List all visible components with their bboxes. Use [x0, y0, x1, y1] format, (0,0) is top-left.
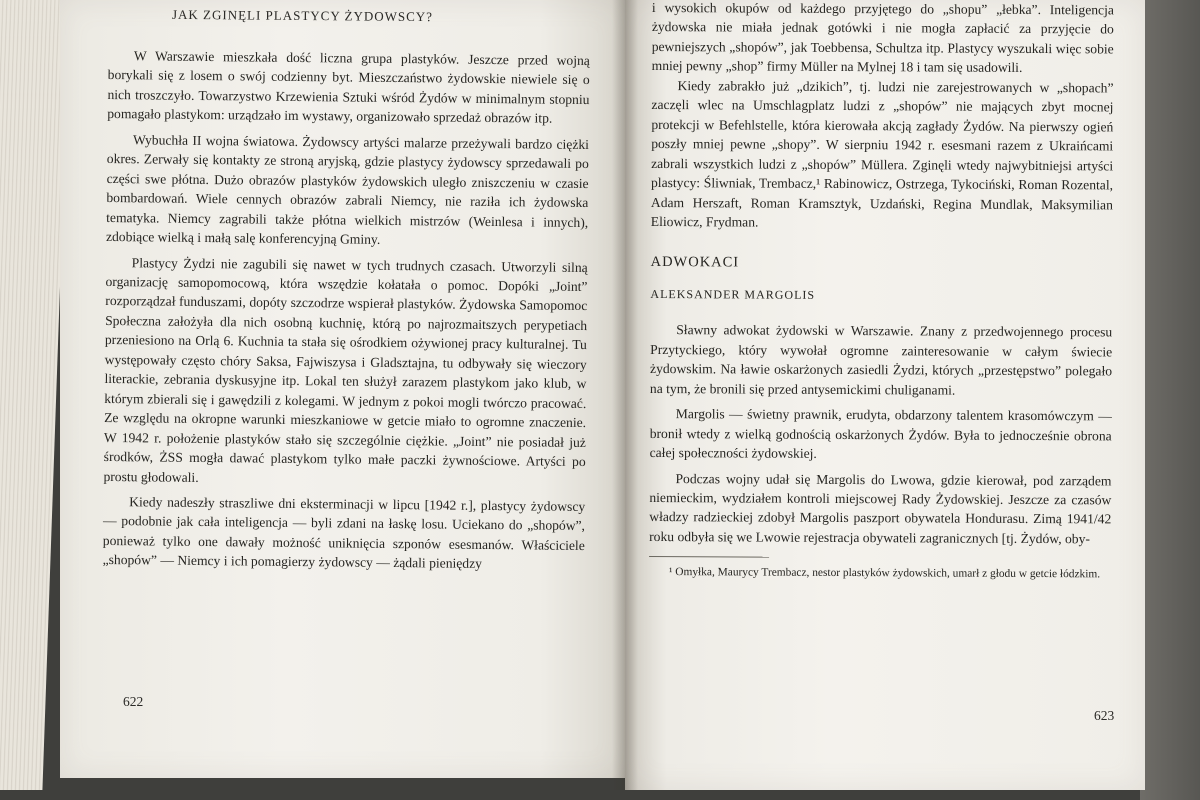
right-page-text	[649, 0, 1114, 584]
section-title: ADWOKACI	[650, 254, 740, 271]
running-head: JAK ZGINĘLI PLASTYCY ŻYDOWSCY?	[171, 6, 434, 25]
footnote: ¹ Omyłka, Maurycy Trembacz, nestor plastyków żydowskich, umarł z głodu w getcie łódzkim.	[668, 566, 1101, 581]
paragraph: W Warszawie mieszkała dość liczna grupa plastyków. Jeszcze przed wojną borykali się z losem o swój codzienny byt. Mieszczaństwo żydowskie niewiele się o nich troszczyło. Towarzystwo Krzewienia Sztuki wśród Żydów w minimalnym stopniu pomagało plastykom: urządzało im wystawy, organizowało sprzedaż obrazów itp.	[107, 48, 590, 127]
paragraph: Podczas wojny udał się Margolis do Lwowa, gdzie kierował, pod zarządem niemieckim, wydziałem kontroli miejscowej Rady Żydowskiej. Jeszcze za czasów władzy radzieckiej zdobył Margolis paszport obywatela Hondurasu. Zimą 1941/42 roku odbyła się we Lwowie rejestracja obywateli zagranicznych [tj. Żydów, oby-	[649, 470, 1112, 547]
page-number-left: 622	[123, 694, 144, 709]
left-page-text	[103, 46, 590, 575]
book-gutter-shadow	[612, 0, 638, 790]
paragraph: Wybuchła II wojna światowa. Żydowscy artyści malarze przeżywali bardzo ciężki okres. Zerwały się kontakty ze stroną aryjską, gdzie plastycy żydowscy sprzedawali po części swe płótna. Dużo obrazów plastyków żydowskich uległo zniszczeniu w czasie bombardowań. Wiele cennych obrazów zabrali Niemcy, nie raziła ich żydowska tematyka. Niemcy zagrabili także płótna wielkich mistrzów (Weinlesa i innych), zdobiące wielką i małą salę konferencyjną Gminy.	[105, 132, 590, 247]
page-number-right: 623	[1094, 708, 1115, 723]
paragraph: Sławny adwokat żydowski w Warszawie. Znany z przedwojennego procesu Przytyckiego, który wywołał ogromne zainteresowanie w całym świecie żydowskim. Na ławie oskarżonych zasiedli Żydzi, których „przestępstwo” polegało na tym, że bronili się przed antysemickimi chuliganami.	[649, 322, 1113, 398]
paragraph: Kiedy nadeszły straszliwe dni eksterminacji w lipcu [1942 r.], plastycy żydowscy — podobnie jak cała inteligencja — byli zdani na łaskę losu. Uciekano do „shopów”, ponieważ tylko one dawały możność uniknięcia szponów esesmanów. Właściciele „shopów” — Niemcy i ich pomagierzy żydowscy — żądali pieniędzy	[102, 494, 586, 572]
paragraph: Plastycy Żydzi nie zagubili się nawet w tych trudnych czasach. Utworzyli silną organizację samopomocową, która wszędzie kołatała o pomoc. Dopóki „Joint” rozporządzał funduszami, dopóty szczodrze wspierał plastyków. Żydowska Samopomoc Społeczna założyła dla nich osobną kuchnię, którą po najrozmaitszych perypetiach przeniesiono na Orlą 6. Kuchnia ta stała się ośrodkiem ożywionej pracy kulturalnej. Tu występowały często chóry Saksa, Fajwiszysa i Gladsztajna, tu odbywały się wieczory literackie, zebrania dyskusyjne itp. Lokal ten służył zarazem plastykom jako klub, w którym zbierali się i gawędzili z kolegami. W jednym z pokoi mogli twórczo pracować. Ze względu na okropne warunki mieszkaniowe w getcie miało to ogromne znaczenie. W 1942 r. położenie plastyków stało się szczególnie ciężkie. „Joint” nie posiadał już środków, ŻSS mogła dawać plastykom tylko małe paczki żywnościowe. Artyści po prostu głodowali.	[103, 254, 588, 485]
paragraph: i wysokich okupów od każdego przyjętego do „shopu” „łebka”. Inteligencja żydowska nie miała jednak gotówki i nie mogła zapłacić za przyjęcie do pewniejszych „shopów”, jak Toebbensa, Schultza itp. Plastycy wyszukali więc sobie mniej pewny „shop” firmy Müller na Mylnej 18 i tam się usadowili.	[651, 0, 1114, 76]
footnote-divider	[649, 556, 769, 558]
book-cover-right-edge	[1140, 0, 1200, 800]
paragraph: Kiedy zabrakło już „dzikich”, tj. ludzi nie zarejestrowanych w „shopach” zaczęli wlec na Umschlagplatz ludzi z „shopów” nie mających zbyt mocnej protekcji w Befehlstelle, która kierowała akcją zagłady Żydów. Na pierwszy ogień poszły mniej pewne „shopy”. W sierpniu 1942 r. esesmani razem z Ukraińcami zabrali wszystkich ludzi z „shopów” Müllera. Zginęli wtedy najwybitniejsi artyści plastycy: Śliwniak, Trembacz,¹ Rabinowicz, Ostrzega, Tykociński, Roman Rozental, Adam Herszaft, Roman Kramsztyk, Uzdański, Regina Mundlak, Maksymilian Eliowicz, Frydman.	[650, 77, 1114, 230]
subsection-title: ALEKSANDER MARGOLIS	[650, 286, 816, 302]
paragraph: Margolis — świetny prawnik, erudyta, obdarzony talentem krasomówczym — bronił wtedy z wielką godnością oskarżonych Żydów. Była to jednocześnie obrona całej społeczności żydowskiej.	[649, 406, 1112, 461]
